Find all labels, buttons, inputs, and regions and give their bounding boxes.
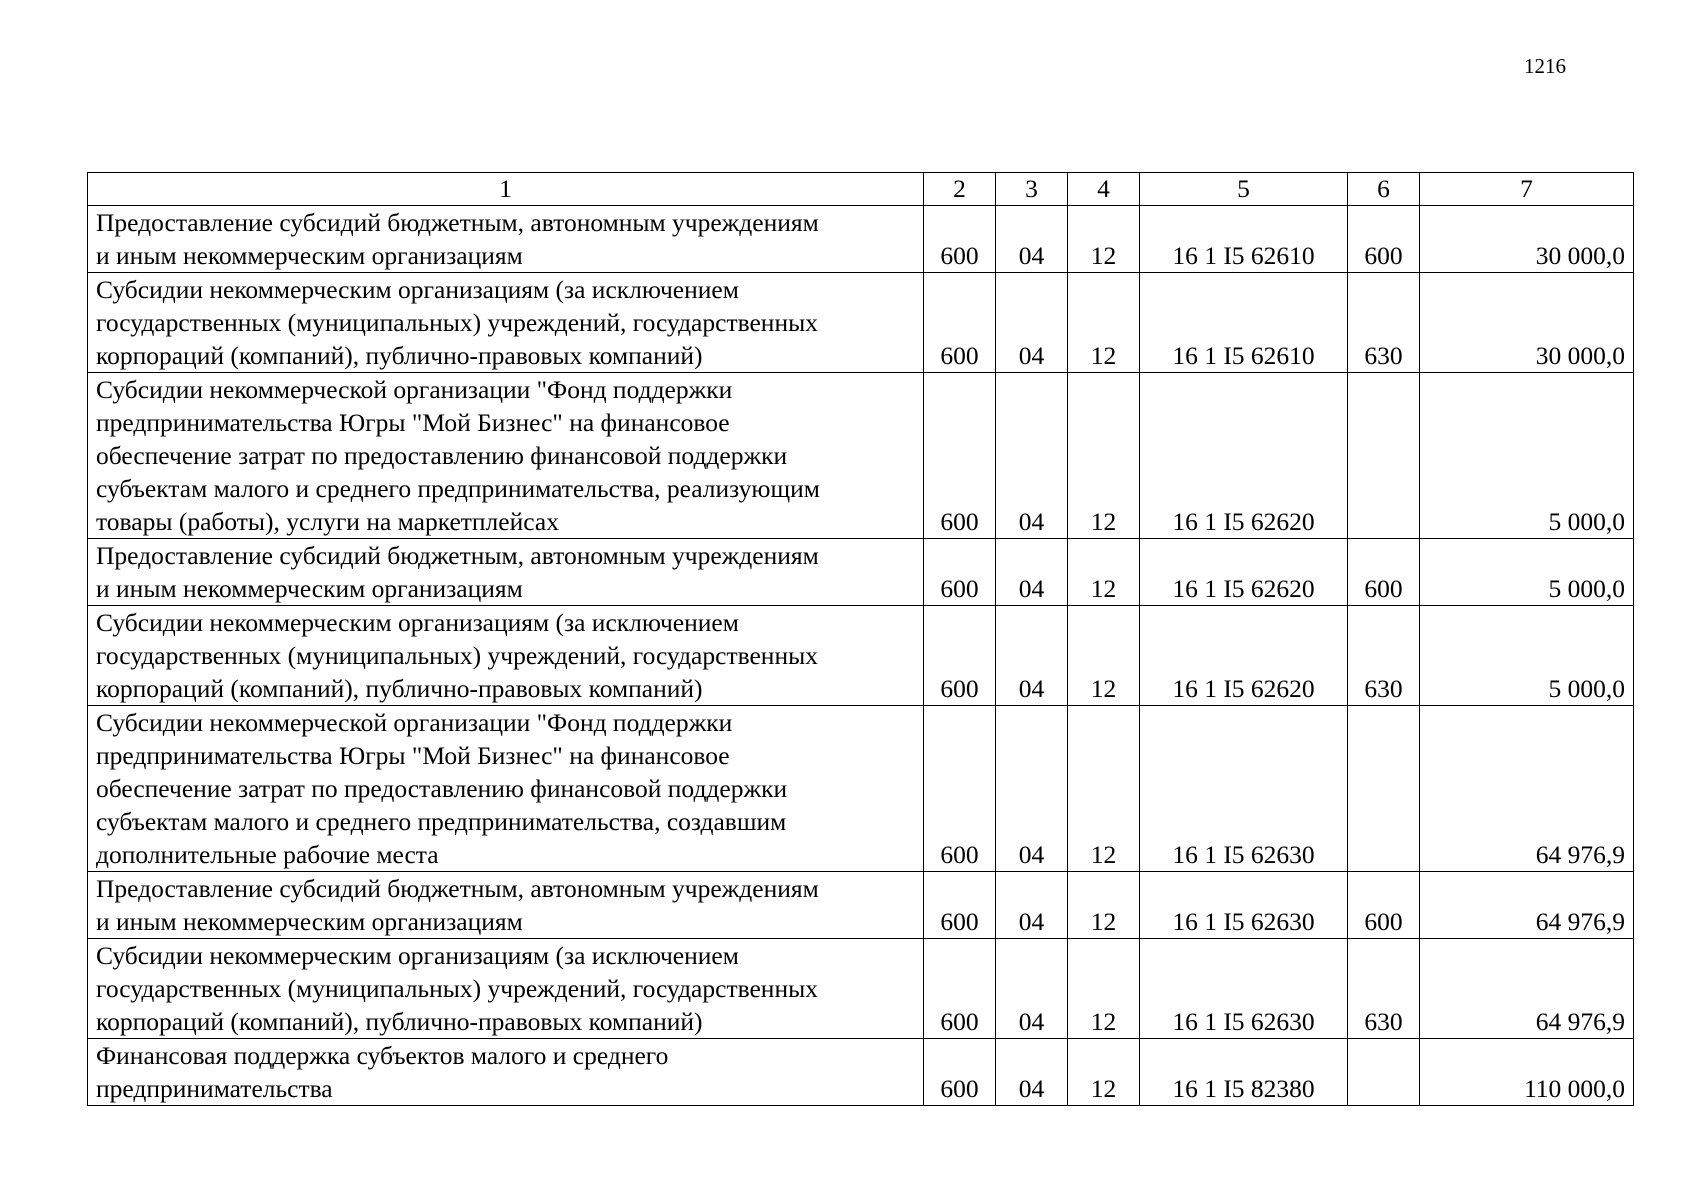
column-header: 7: [1420, 173, 1634, 206]
code-admin: 600: [924, 606, 996, 706]
code-admin: 600: [924, 273, 996, 373]
description-line: и иным некоммерческим организациям: [96, 574, 523, 603]
code-expense-type: 600: [1348, 872, 1420, 939]
row-description: [88, 539, 924, 606]
description-line: государственных (муниципальных) учреждений, государственных: [96, 974, 818, 1003]
table-row: [88, 872, 1634, 939]
code-section: 04: [996, 872, 1068, 939]
code-admin: 600: [924, 872, 996, 939]
description-line: и иным некоммерческим организациям: [96, 907, 523, 936]
description-line: и иным некоммерческим организациям: [96, 241, 523, 270]
table-row: [88, 539, 1634, 606]
column-header: 6: [1348, 173, 1420, 206]
description-line: обеспечение затрат по предоставлению финансовой поддержки: [96, 774, 788, 803]
description-line: корпораций (компаний), публично-правовых компаний): [96, 341, 703, 370]
code-expense-type: [1348, 1039, 1420, 1106]
amount: 110 000,0: [1420, 1039, 1634, 1106]
column-header: 4: [1068, 173, 1140, 206]
code-target-article: 16 1 I5 62610: [1140, 206, 1348, 273]
table-row: [88, 206, 1634, 273]
row-description: [88, 206, 924, 273]
budget-table: [87, 172, 1634, 1106]
code-subsection: 12: [1068, 872, 1140, 939]
description-line: Предоставление субсидий бюджетным, автономным учреждениям: [96, 874, 819, 903]
code-section: 04: [996, 606, 1068, 706]
description-line: субъектам малого и среднего предпринимательства, создавшим: [96, 807, 787, 836]
code-expense-type: [1348, 373, 1420, 539]
description-line: дополнительные рабочие места: [96, 840, 439, 869]
code-target-article: 16 1 I5 62610: [1140, 273, 1348, 373]
description-line: Субсидии некоммерческой организации "Фонд поддержки: [96, 708, 733, 737]
code-subsection: 12: [1068, 206, 1140, 273]
table-row: [88, 1039, 1634, 1106]
code-expense-type: 600: [1348, 539, 1420, 606]
code-expense-type: 630: [1348, 606, 1420, 706]
code-admin: 600: [924, 1039, 996, 1106]
code-target-article: 16 1 I5 62630: [1140, 706, 1348, 872]
code-target-article: 16 1 I5 62620: [1140, 539, 1348, 606]
amount: 30 000,0: [1420, 206, 1634, 273]
amount: 64 976,9: [1420, 706, 1634, 872]
description-line: государственных (муниципальных) учреждений, государственных: [96, 308, 818, 337]
code-section: 04: [996, 539, 1068, 606]
code-subsection: 12: [1068, 706, 1140, 872]
table-row: [88, 273, 1634, 373]
description-line: Субсидии некоммерческим организациям (за исключением: [96, 275, 739, 304]
row-description: [88, 939, 924, 1039]
description-line: Предоставление субсидий бюджетным, автономным учреждениям: [96, 208, 819, 237]
amount: 64 976,9: [1420, 872, 1634, 939]
code-admin: 600: [924, 539, 996, 606]
column-header: 5: [1140, 173, 1348, 206]
table-row: [88, 939, 1634, 1039]
row-description: [88, 872, 924, 939]
code-target-article: 16 1 I5 62630: [1140, 872, 1348, 939]
code-target-article: 16 1 I5 62620: [1140, 606, 1348, 706]
description-line: государственных (муниципальных) учреждений, государственных: [96, 641, 818, 670]
description-line: Субсидии некоммерческим организациям (за исключением: [96, 941, 739, 970]
description-line: Субсидии некоммерческой организации "Фонд поддержки: [96, 375, 733, 404]
column-header: 2: [924, 173, 996, 206]
description-line: предпринимательства Югры "Мой Бизнес" на финансовое: [96, 408, 730, 437]
code-section: 04: [996, 1039, 1068, 1106]
row-description: [88, 373, 924, 539]
code-target-article: 16 1 I5 82380: [1140, 1039, 1348, 1106]
table-row: [88, 606, 1634, 706]
description-line: обеспечение затрат по предоставлению финансовой поддержки: [96, 441, 788, 470]
description-line: предпринимательства Югры "Мой Бизнес" на финансовое: [96, 741, 730, 770]
description-line: товары (работы), услуги на маркетплейсах: [96, 507, 559, 536]
amount: 5 000,0: [1420, 606, 1634, 706]
code-expense-type: 630: [1348, 273, 1420, 373]
code-section: 04: [996, 939, 1068, 1039]
row-description: [88, 706, 924, 872]
column-number-row: [88, 173, 1634, 206]
code-admin: 600: [924, 373, 996, 539]
code-subsection: 12: [1068, 1039, 1140, 1106]
code-subsection: 12: [1068, 606, 1140, 706]
code-target-article: 16 1 I5 62630: [1140, 939, 1348, 1039]
code-admin: 600: [924, 939, 996, 1039]
table-row: [88, 373, 1634, 539]
code-target-article: 16 1 I5 62620: [1140, 373, 1348, 539]
code-admin: 600: [924, 706, 996, 872]
description-line: Субсидии некоммерческим организациям (за исключением: [96, 608, 739, 637]
page-number: 1216: [1524, 54, 1566, 78]
code-subsection: 12: [1068, 273, 1140, 373]
description-line: корпораций (компаний), публично-правовых компаний): [96, 674, 703, 703]
amount: 5 000,0: [1420, 539, 1634, 606]
description-line: Предоставление субсидий бюджетным, автономным учреждениям: [96, 541, 819, 570]
amount: 30 000,0: [1420, 273, 1634, 373]
column-header: 1: [88, 173, 924, 206]
description-line: субъектам малого и среднего предпринимательства, реализующим: [96, 474, 820, 503]
description-line: предпринимательства: [96, 1074, 333, 1103]
code-admin: 600: [924, 206, 996, 273]
description-line: корпораций (компаний), публично-правовых компаний): [96, 1007, 703, 1036]
column-header: 3: [996, 173, 1068, 206]
code-expense-type: 630: [1348, 939, 1420, 1039]
table-body: [88, 173, 1634, 1106]
table-row: [88, 706, 1634, 872]
code-section: 04: [996, 206, 1068, 273]
code-section: 04: [996, 373, 1068, 539]
code-section: 04: [996, 273, 1068, 373]
description-line: Финансовая поддержка субъектов малого и среднего: [96, 1041, 669, 1070]
code-expense-type: 600: [1348, 206, 1420, 273]
code-subsection: 12: [1068, 373, 1140, 539]
code-subsection: 12: [1068, 939, 1140, 1039]
row-description: [88, 606, 924, 706]
code-section: 04: [996, 706, 1068, 872]
code-subsection: 12: [1068, 539, 1140, 606]
amount: 5 000,0: [1420, 373, 1634, 539]
amount: 64 976,9: [1420, 939, 1634, 1039]
code-expense-type: [1348, 706, 1420, 872]
row-description: [88, 1039, 924, 1106]
row-description: [88, 273, 924, 373]
